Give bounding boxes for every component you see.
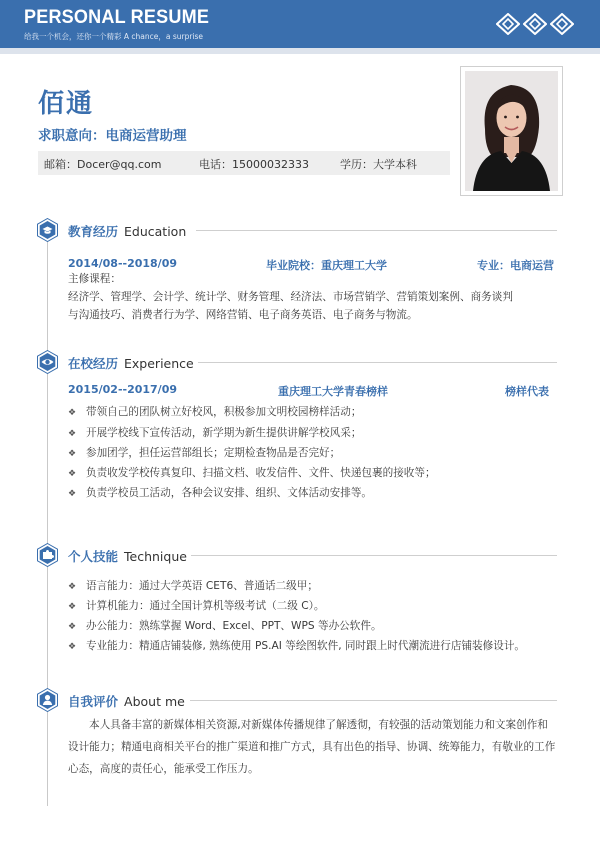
courses-label: 主修课程： (68, 273, 121, 285)
list-item: ❖ 参加团学，担任运营部组长；定期检查物品是否完好； (68, 447, 341, 459)
list-item: ❖ 负责学校员工活动，各种会议安排、组织、文体活动安排等。 (68, 487, 373, 499)
courses-text: 与沟通技巧、消费者行为学、网络营销、电子商务英语、电子商务与物流。 (68, 309, 418, 321)
resume-slogan: 给我一个机会，还你一个精彩 A chance，a surprise (24, 32, 204, 41)
person-icon (37, 688, 58, 712)
list-item: ❖ 带领自己的团队树立好校风，积极参加文明校园榜样活动； (68, 406, 362, 418)
phone-text: 电话：15000032333 (199, 158, 309, 171)
skills-section-title: 个人技能 Technique (68, 549, 187, 564)
campus-role: 榜样代表 (505, 385, 549, 398)
education-major: 专业：电商运营 (477, 259, 554, 272)
job-objective: 求职意向：电商运营助理 (38, 128, 187, 144)
self-evaluation-text: 本人具备丰富的新媒体相关资源,对新媒体传播规律了解透彻，有较强的活动策划能力和文案创作和设计能力；精通电商相关平台的推广渠道和推广方式，具有出色的指导、协调、统筹能力，有敬业的工作心态，高度的责任心，能承受工作压力。 (68, 719, 556, 775)
campus-period: 2015/02--2017/09 (68, 383, 178, 396)
profile-photo (460, 66, 563, 196)
header-decoration (496, 13, 574, 35)
eye-icon (37, 350, 58, 374)
candidate-name: 佰通 (38, 89, 95, 119)
section-divider (190, 700, 557, 701)
resume-title: PERSONAL RESUME (24, 7, 210, 28)
education-period: 2014/08--2018/09 (68, 257, 178, 270)
contact-bar (38, 151, 450, 175)
list-item: ❖ 开展学校线下宣传活动，新学期为新生提供讲解学校风采； (68, 427, 362, 439)
education-section-title: 教育经历 Education (68, 224, 187, 239)
header-divider (0, 48, 600, 54)
timeline-line (47, 228, 48, 806)
list-item: ❖ 负责收发学校传真复印、扫描文档、收发信件、文件、快递包裹的接收等； (68, 467, 436, 479)
header-bar (0, 0, 600, 48)
about-section-title: 自我评价 About me (68, 694, 185, 709)
section-divider (198, 362, 557, 363)
list-item: ❖ 专业能力：精通店铺装修, 熟练使用 PS.AI 等绘图软件, 同时跟上时代潮流进行店铺装修设计。 (68, 640, 526, 652)
puzzle-icon (37, 543, 58, 567)
list-item: ❖ 办公能力：熟练掌握 Word、Excel、PPT、WPS 等办公软件。 (68, 620, 382, 632)
list-item: ❖ 语言能力：通过大学英语 CET6、普通话二级甲； (68, 580, 318, 592)
list-item: ❖ 计算机能力：通过全国计算机等级考试（二级 C）。 (68, 600, 325, 612)
diamond-icon (496, 13, 520, 35)
graduation-cap-icon (37, 218, 58, 242)
email-text: 邮箱：Docer@qq.com (44, 158, 162, 171)
courses-text: 经济学、管理学、会计学、统计学、财务管理、经济法、市场营销学、营销策划案例、商务谈判 (68, 291, 513, 303)
diamond-icon (523, 13, 547, 35)
section-divider (196, 230, 557, 231)
diamond-icon (550, 13, 574, 35)
section-divider (191, 555, 557, 556)
education-school: 毕业院校：重庆理工大学 (266, 259, 387, 272)
degree-text: 学历：大学本科 (340, 158, 417, 171)
campus-org: 重庆理工大学青春榜样 (278, 385, 388, 398)
campus-section-title: 在校经历 Experience (68, 356, 194, 371)
